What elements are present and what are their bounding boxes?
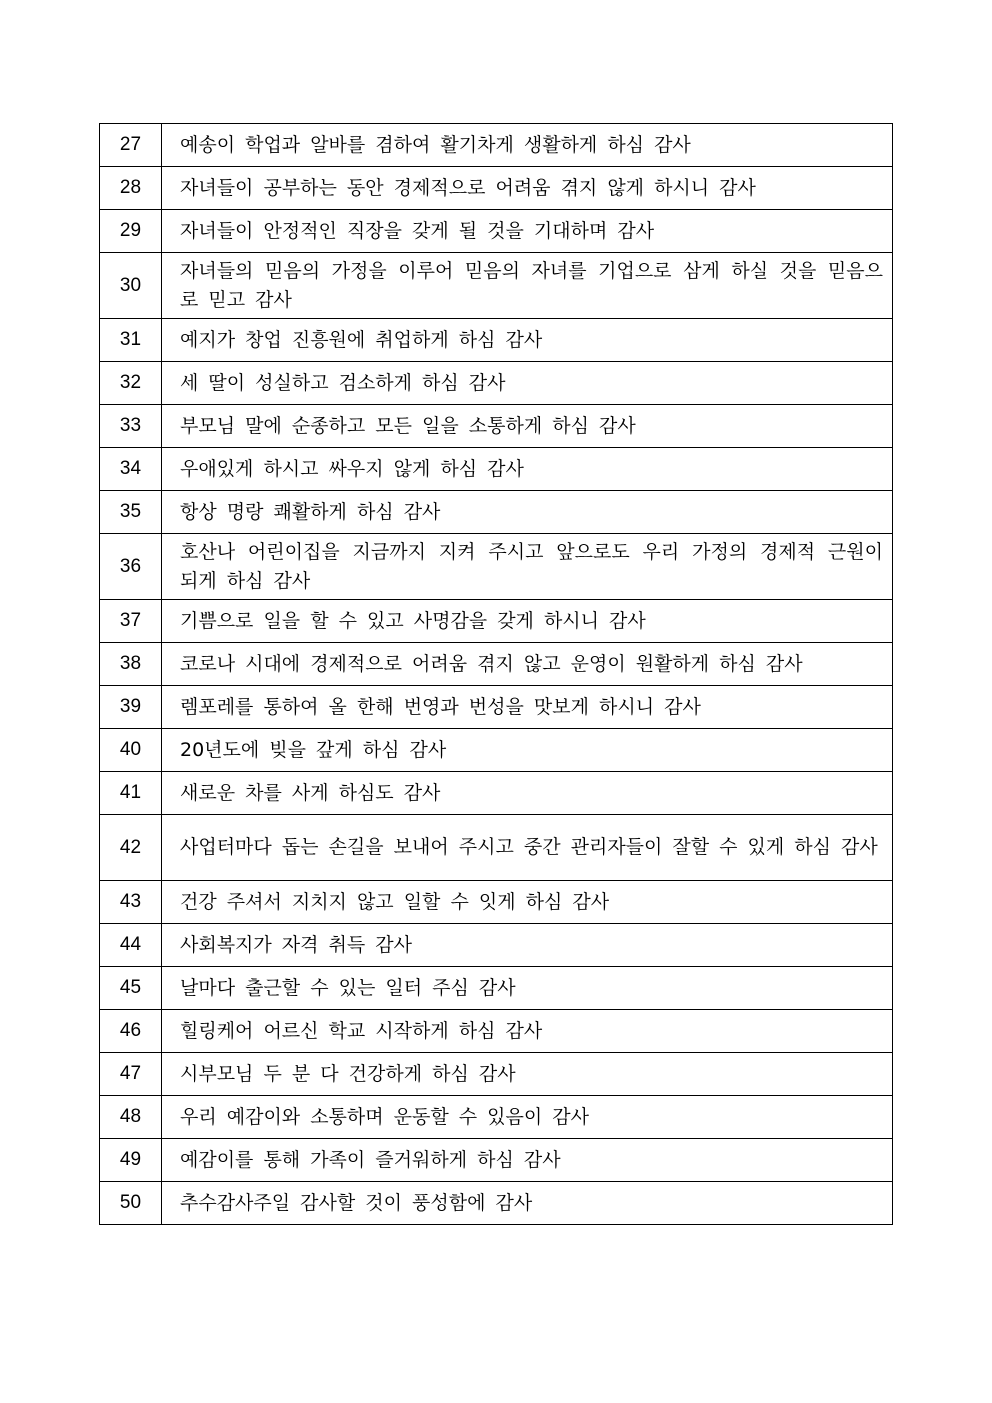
row-number: 27: [100, 124, 162, 167]
row-text: 기쁨으로 일을 할 수 있고 사명감을 갖게 하시니 감사: [162, 600, 893, 643]
row-number: 48: [100, 1096, 162, 1139]
row-text: 사업터마다 돕는 손길을 보내어 주시고 중간 관리자들이 잘할 수 있게 하심 감사: [162, 815, 893, 881]
row-number: 30: [100, 253, 162, 319]
table-row: [100, 600, 893, 643]
row-text: 코로나 시대에 경제적으로 어려움 겪지 않고 운영이 원활하게 하심 감사: [162, 643, 893, 686]
table-row: [100, 534, 893, 600]
row-number: 45: [100, 967, 162, 1010]
table-row: [100, 167, 893, 210]
table-row: [100, 405, 893, 448]
row-text: 호산나 어린이집을 지금까지 지켜 주시고 앞으로도 우리 가정의 경제적 근원이 되게 하심 감사: [162, 534, 893, 600]
table-row: [100, 686, 893, 729]
row-text: 자녀들의 믿음의 가정을 이루어 믿음의 자녀를 기업으로 삼게 하실 것을 믿음으로 믿고 감사: [162, 253, 893, 319]
row-text: 렘포레를 통하여 올 한해 번영과 번성을 맛보게 하시니 감사: [162, 686, 893, 729]
table-row: [100, 815, 893, 881]
row-number: 46: [100, 1010, 162, 1053]
row-number: 31: [100, 319, 162, 362]
table-row: [100, 124, 893, 167]
row-number: 40: [100, 729, 162, 772]
row-text: 예지가 창업 진흥원에 취업하게 하심 감사: [162, 319, 893, 362]
row-text: 세 딸이 성실하고 검소하게 하심 감사: [162, 362, 893, 405]
row-text: 건강 주셔서 지치지 않고 일할 수 잇게 하심 감사: [162, 881, 893, 924]
row-text: 예감이를 통해 가족이 즐거워하게 하심 감사: [162, 1139, 893, 1182]
gratitude-table: [99, 123, 893, 1225]
row-text: 우애있게 하시고 싸우지 않게 하심 감사: [162, 448, 893, 491]
row-number: 38: [100, 643, 162, 686]
row-text: 자녀들이 공부하는 동안 경제적으로 어려움 겪지 않게 하시니 감사: [162, 167, 893, 210]
row-text: 자녀들이 안정적인 직장을 갖게 될 것을 기대하며 감사: [162, 210, 893, 253]
row-number: 50: [100, 1182, 162, 1225]
table-row: [100, 448, 893, 491]
row-number: 28: [100, 167, 162, 210]
row-number: 47: [100, 1053, 162, 1096]
table-row: [100, 772, 893, 815]
row-text: 우리 예감이와 소통하며 운동할 수 있음이 감사: [162, 1096, 893, 1139]
table-row: [100, 1096, 893, 1139]
row-number: 29: [100, 210, 162, 253]
table-row: [100, 491, 893, 534]
table-row: [100, 924, 893, 967]
row-number: 49: [100, 1139, 162, 1182]
row-text: 20년도에 빚을 갚게 하심 감사: [162, 729, 893, 772]
table-row: [100, 210, 893, 253]
row-number: 43: [100, 881, 162, 924]
row-number: 41: [100, 772, 162, 815]
table-row: [100, 967, 893, 1010]
table-row: [100, 253, 893, 319]
table-row: [100, 362, 893, 405]
row-text: 새로운 차를 사게 하심도 감사: [162, 772, 893, 815]
row-text: 사회복지가 자격 취득 감사: [162, 924, 893, 967]
row-number: 39: [100, 686, 162, 729]
row-text: 항상 명랑 쾌활하게 하심 감사: [162, 491, 893, 534]
row-number: 36: [100, 534, 162, 600]
row-number: 42: [100, 815, 162, 881]
table-row: [100, 643, 893, 686]
row-number: 35: [100, 491, 162, 534]
table-row: [100, 1053, 893, 1096]
row-number: 34: [100, 448, 162, 491]
table-row: [100, 319, 893, 362]
table-row: [100, 1010, 893, 1053]
table-row: [100, 881, 893, 924]
row-text: 추수감사주일 감사할 것이 풍성함에 감사: [162, 1182, 893, 1225]
row-number: 37: [100, 600, 162, 643]
row-number: 44: [100, 924, 162, 967]
table-row: [100, 1139, 893, 1182]
row-number: 32: [100, 362, 162, 405]
row-number: 33: [100, 405, 162, 448]
row-text: 예송이 학업과 알바를 겸하여 활기차게 생활하게 하심 감사: [162, 124, 893, 167]
table-row: [100, 1182, 893, 1225]
row-text: 시부모님 두 분 다 건강하게 하심 감사: [162, 1053, 893, 1096]
document-page: [99, 123, 893, 1225]
row-text: 부모님 말에 순종하고 모든 일을 소통하게 하심 감사: [162, 405, 893, 448]
row-text: 날마다 출근할 수 있는 일터 주심 감사: [162, 967, 893, 1010]
row-text: 힐링케어 어르신 학교 시작하게 하심 감사: [162, 1010, 893, 1053]
table-row: [100, 729, 893, 772]
